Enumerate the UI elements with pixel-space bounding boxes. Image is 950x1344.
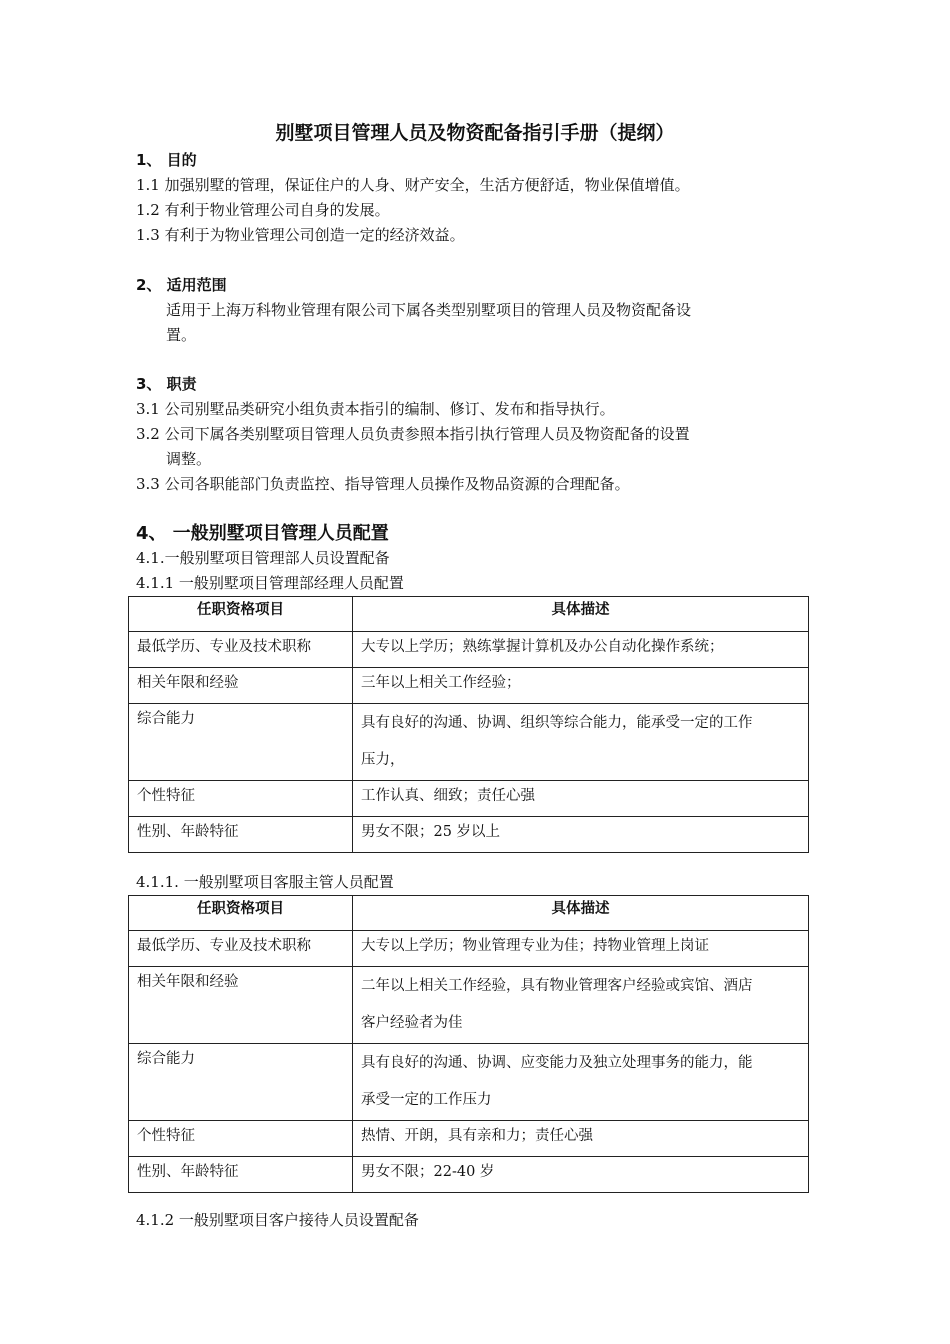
section-2-text-line-1: 适用于上海万科物业管理有限公司下属各类型别墅项目的管理人员及物资配备设: [166, 301, 692, 319]
table-cell-description: 男女不限；25 岁以上: [353, 816, 809, 852]
section-3-item-1: 3.1 公司别墅品类研究小组负责本指引的编制、修订、发布和指导执行。: [136, 400, 615, 418]
table-row: [129, 668, 809, 704]
table-cell-item: 综合能力: [129, 704, 353, 781]
table-cell-description: 三年以上相关工作经验；: [353, 668, 809, 704]
table-cell-line: 具有良好的沟通、协调、组织等综合能力，能承受一定的工作: [361, 715, 753, 731]
table-header-item: 任职资格项目: [129, 597, 353, 632]
section-2-text-line-2: 置。: [166, 326, 197, 344]
table-header-description: 具体描述: [353, 896, 809, 931]
table-cell-item: 最低学历、专业及技术职称: [129, 632, 353, 668]
table-cell-item: 性别、年龄特征: [129, 816, 353, 852]
section-1-item-1: 1.1 加强别墅的管理，保证住户的人身、财产安全，生活方便舒适，物业保值增值。: [136, 176, 690, 194]
table-cell-line: 客户经验者为佳: [361, 1014, 463, 1031]
table-cell-description: [353, 704, 809, 781]
table-header-description: 具体描述: [353, 597, 809, 632]
manager-requirements-table: [128, 596, 809, 853]
section-1-item-2: 1.2 有利于物业管理公司自身的发展。: [136, 201, 390, 219]
table-header-item: 任职资格项目: [129, 896, 353, 931]
table-cell-description: [353, 1043, 809, 1120]
table-cell-item: 个性特征: [129, 1120, 353, 1156]
section-3-item-2: 3.2 公司下属各类别墅项目管理人员负责参照本指引执行管理人员及物资配备的设置: [136, 425, 690, 443]
table-row: [129, 931, 809, 967]
subsection-4-1-2: 4.1.2 一般别墅项目客户接待人员设置配备: [136, 1211, 419, 1229]
table-cell-description: 大专以上学历；物业管理专业为佳；持物业管理上岗证: [353, 931, 809, 967]
section-1-item-3: 1.3 有利于为物业管理公司创造一定的经济效益。: [136, 226, 465, 244]
section-3-item-2-cont: 调整。: [166, 450, 212, 468]
service-supervisor-requirements-table: [128, 895, 809, 1193]
table-cell-line: 二年以上相关工作经验，具有物业管理客户经验或宾馆、酒店: [361, 978, 753, 994]
table-cell-line: 承受一定的工作压力: [361, 1091, 492, 1108]
table-row: [129, 967, 809, 1044]
table-cell-item: 综合能力: [129, 1043, 353, 1120]
table-cell-item: 最低学历、专业及技术职称: [129, 931, 353, 967]
table-row: [129, 1156, 809, 1192]
table-row: [129, 780, 809, 816]
table-row: [129, 1043, 809, 1120]
document-title: 别墅项目管理人员及物资配备指引手册（提纲）: [275, 122, 675, 144]
table-cell-description: 大专以上学历；熟练掌握计算机及办公自动化操作系统；: [353, 632, 809, 668]
table-row: [129, 816, 809, 852]
table-row: [129, 632, 809, 668]
section-4-heading: 4、 一般别墅项目管理人员配置: [136, 523, 389, 544]
table-cell-description: [353, 967, 809, 1044]
subsection-4-1: 4.1.一般别墅项目管理部人员设置配备: [136, 549, 390, 567]
subsection-4-1-1: 4.1.1 一般别墅项目管理部经理人员配置: [136, 574, 404, 592]
table-cell-description: 男女不限；22-40 岁: [353, 1156, 809, 1192]
table-row: [129, 1120, 809, 1156]
section-2-heading: 2、 适用范围: [136, 276, 227, 294]
table-cell-item: 性别、年龄特征: [129, 1156, 353, 1192]
table-cell-line: 具有良好的沟通、协调、应变能力及独立处理事务的能力，能: [361, 1054, 753, 1071]
subsection-4-1-1-b: 4.1.1. 一般别墅项目客服主管人员配置: [136, 873, 394, 891]
table-cell-item: 个性特征: [129, 780, 353, 816]
section-1-heading: 1、 目的: [136, 151, 197, 169]
table-cell-item: 相关年限和经验: [129, 967, 353, 1044]
table-cell-description: 工作认真、细致；责任心强: [353, 780, 809, 816]
table-row: [129, 704, 809, 781]
table-cell-item: 相关年限和经验: [129, 668, 353, 704]
table-cell-line: 压力，: [361, 751, 405, 768]
section-3-item-3: 3.3 公司各职能部门负责监控、指导管理人员操作及物品资源的合理配备。: [136, 475, 630, 493]
table-cell-description: 热情、开朗，具有亲和力；责任心强: [353, 1120, 809, 1156]
section-3-heading: 3、 职责: [136, 375, 197, 393]
